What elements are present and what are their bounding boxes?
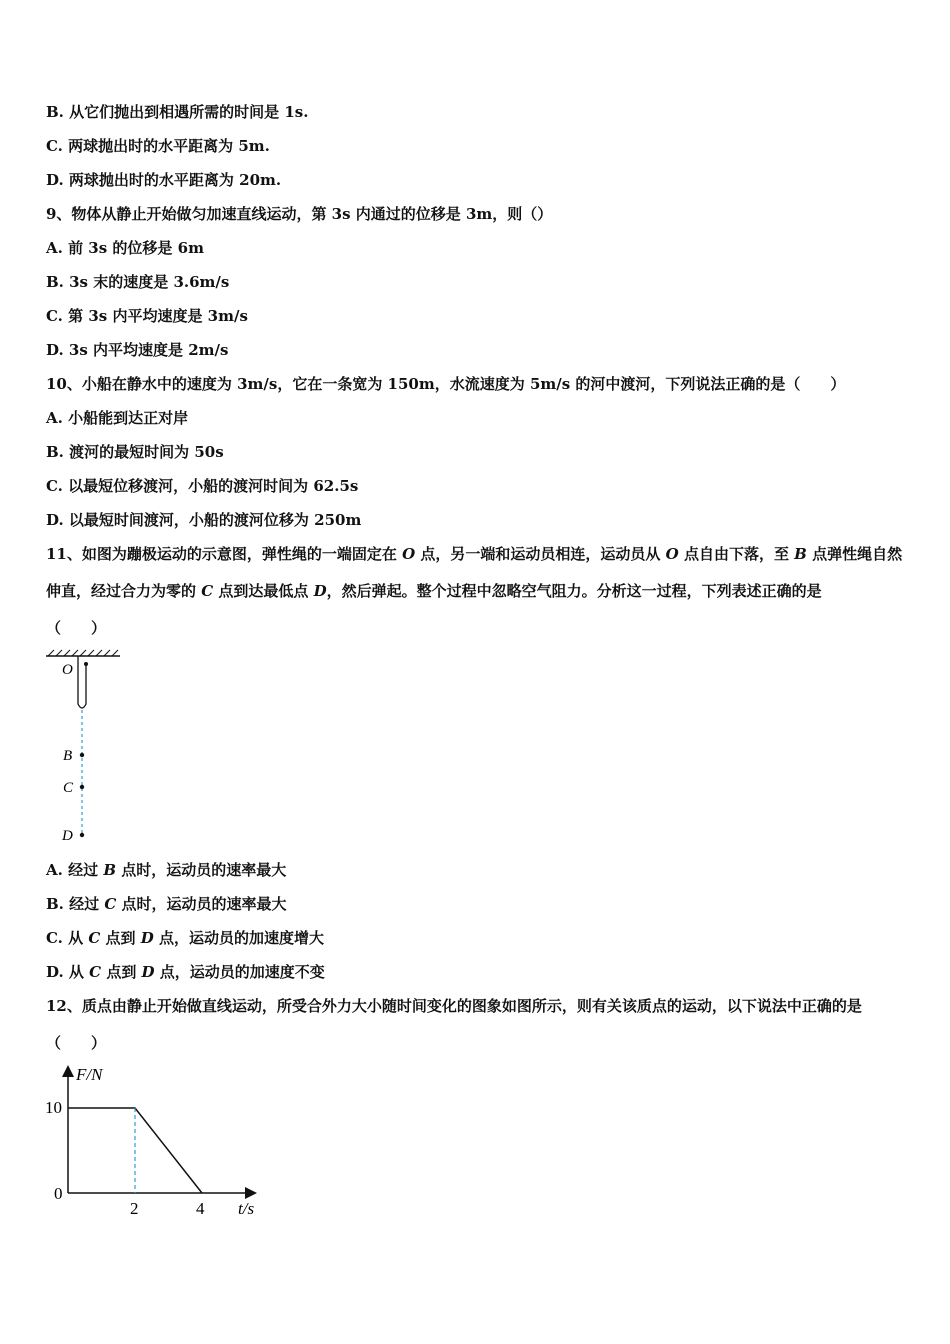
q11-stem: 11、如图为蹦极运动的示意图，弹性绳的一端固定在 O 点，另一端和运动员相连，运动员从 O 点自由下落，至 B 点弹性绳自然伸直，经过合力为零的 C 点到达最低点 D，然后弹起。整个过程中忽略空气阻力。分析这一过程，下列表述正确的是 [46, 545, 903, 600]
y-tick-label: 10 [45, 1098, 62, 1117]
x-tick-label-4: 4 [196, 1199, 205, 1218]
point-c-dot [80, 785, 84, 789]
ceiling-hatch [48, 650, 118, 656]
q11-option-d: D. 从 C 点到 D 点，运动员的加速度不变 [46, 963, 325, 981]
label-o: O [62, 662, 73, 678]
q10-option-a: A. 小船能到达正对岸 [46, 409, 189, 427]
x-axis-label: t/s [238, 1199, 255, 1218]
q11-paren: （ ） [46, 619, 107, 637]
point-b-dot [80, 753, 84, 757]
q10-option-c: C. 以最短位移渡河，小船的渡河时间为 62.5s [46, 477, 359, 495]
x-tick-label-2: 2 [130, 1199, 139, 1218]
q10-stem: 10、小船在静水中的速度为 3m/s，它在一条宽为 150m，水流速度为 5m/s 的河中渡河，下列说法正确的是（ ） [46, 375, 846, 393]
label-b: B [63, 748, 73, 764]
q10-option-d: D. 以最短时间渡河，小船的渡河位移为 250m [46, 511, 362, 529]
q9-option-d: D. 3s 内平均速度是 2m/s [46, 341, 229, 359]
point-d-dot [80, 833, 84, 837]
q9-stem: 9、物体从静止开始做匀加速直线运动，第 3s 内通过的位移是 3m，则（） [46, 205, 553, 223]
q8-option-d: D. 两球抛出时的水平距离为 20m. [46, 171, 282, 189]
origin-label: 0 [54, 1184, 63, 1203]
q11-option-a: A. 经过 B 点时，运动员的速率最大 [46, 861, 287, 879]
q10-option-b: B. 渡河的最短时间为 50s [46, 443, 224, 461]
q9-option-b: B. 3s 末的速度是 3.6m/s [46, 273, 230, 291]
y-axis-label: F/N [76, 1065, 103, 1084]
label-c: C [63, 780, 74, 796]
bungee-diagram [40, 646, 130, 846]
point-o-dot [84, 662, 88, 666]
q12-stem: 12、质点由静止开始做直线运动，所受合外力大小随时间变化的图象如图所示，则有关该质点的运动，以下说法中正确的是（ ） [46, 997, 862, 1052]
q11-option-c: C. 从 C 点到 D 点，运动员的加速度增大 [46, 929, 324, 947]
q9-option-c: C. 第 3s 内平均速度是 3m/s [46, 307, 248, 325]
q8-option-b: B. 从它们抛出到相遇所需的时间是 1s. [46, 103, 309, 121]
q11-option-b: B. 经过 C 点时，运动员的速率最大 [46, 895, 287, 913]
label-d: D [62, 828, 73, 844]
q8-option-c: C. 两球抛出时的水平距离为 5m. [46, 137, 270, 155]
force-time-chart [40, 1060, 280, 1225]
q9-option-a: A. 前 3s 的位移是 6m [46, 239, 204, 257]
